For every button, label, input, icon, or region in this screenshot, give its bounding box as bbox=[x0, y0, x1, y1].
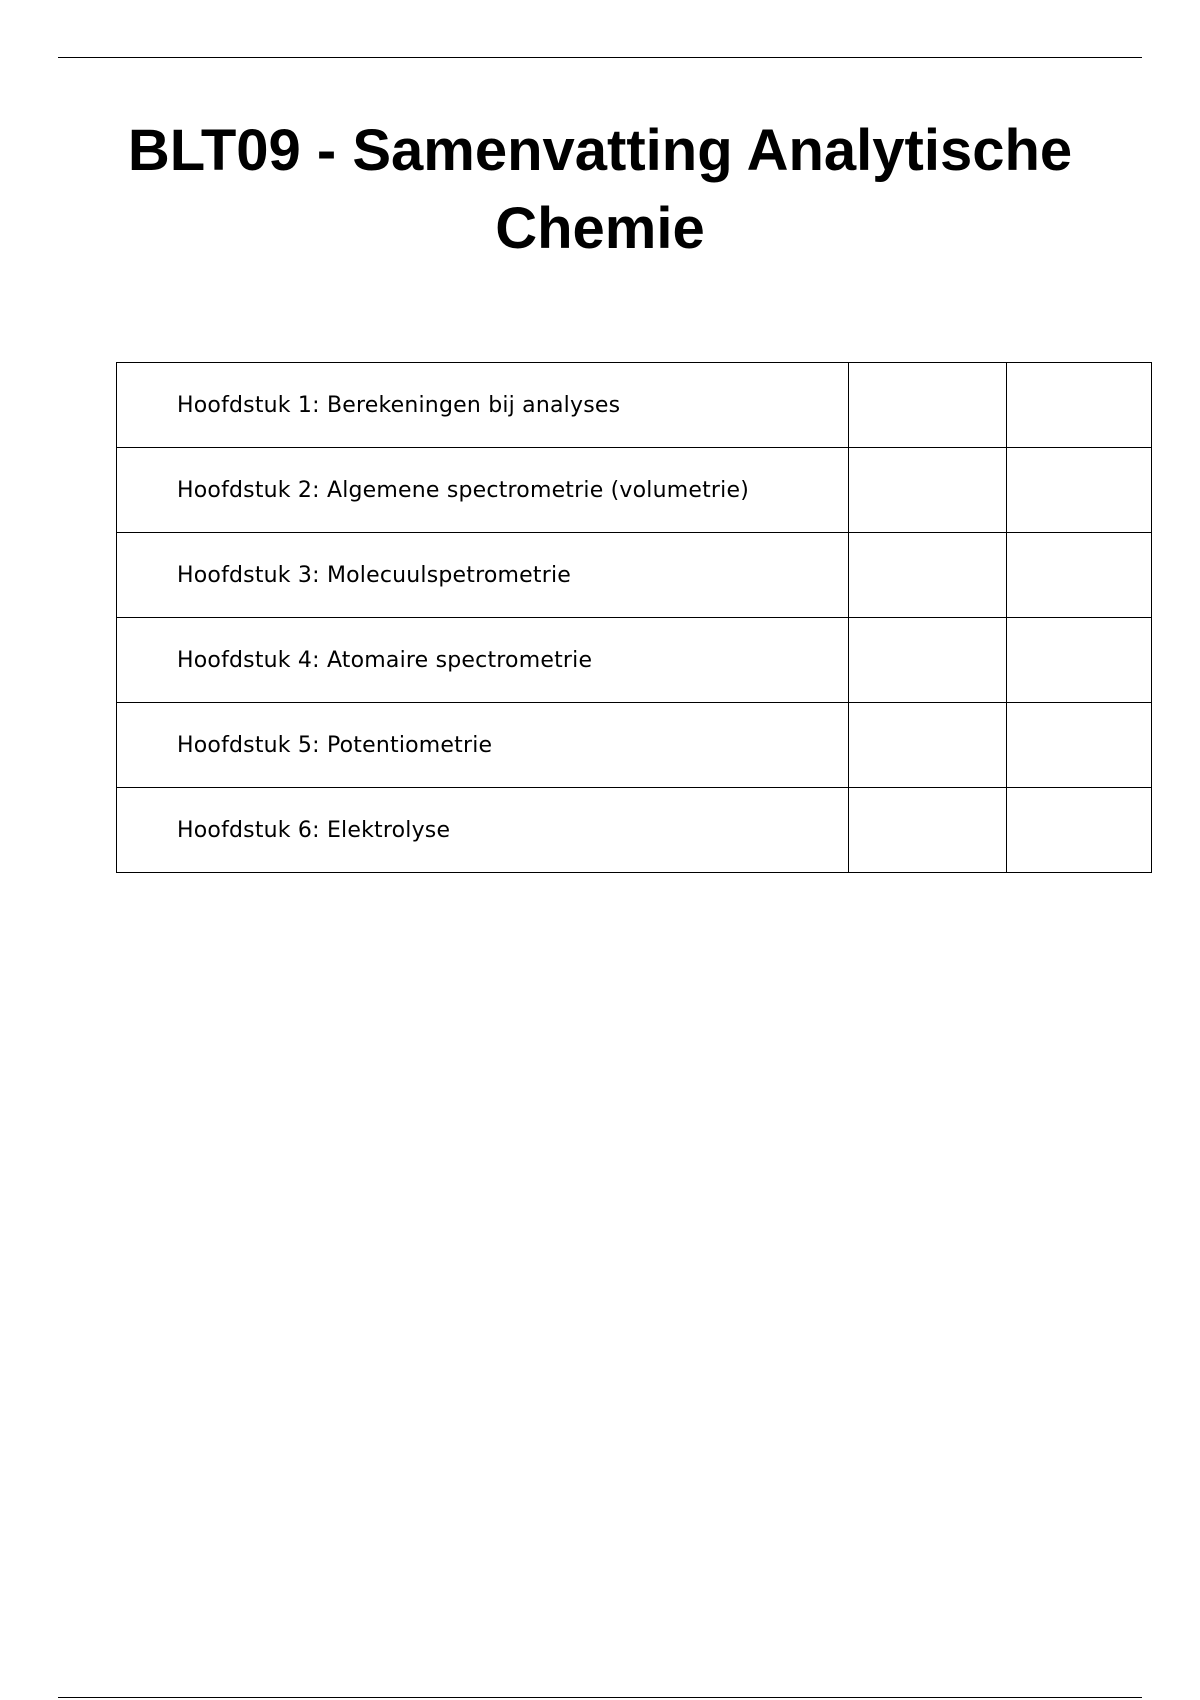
chapter-label: Hoofdstuk 1: Berekeningen bij analyses bbox=[117, 363, 849, 448]
empty-cell bbox=[849, 703, 1007, 788]
table-row bbox=[117, 618, 1152, 703]
empty-cell bbox=[1007, 448, 1152, 533]
table-row bbox=[117, 363, 1152, 448]
empty-cell bbox=[849, 533, 1007, 618]
table-row bbox=[117, 788, 1152, 873]
empty-cell bbox=[1007, 533, 1152, 618]
bottom-rule bbox=[58, 1697, 1142, 1698]
chapter-label: Hoofdstuk 4: Atomaire spectrometrie bbox=[117, 618, 849, 703]
top-rule bbox=[58, 57, 1142, 58]
empty-cell bbox=[1007, 788, 1152, 873]
empty-cell bbox=[849, 363, 1007, 448]
table-row bbox=[117, 448, 1152, 533]
chapter-label: Hoofdstuk 2: Algemene spectrometrie (volumetrie) bbox=[117, 448, 849, 533]
empty-cell bbox=[1007, 703, 1152, 788]
empty-cell bbox=[1007, 363, 1152, 448]
empty-cell bbox=[849, 788, 1007, 873]
table-row bbox=[117, 533, 1152, 618]
chapter-label: Hoofdstuk 6: Elektrolyse bbox=[117, 788, 849, 873]
chapter-table bbox=[116, 362, 1152, 873]
empty-cell bbox=[1007, 618, 1152, 703]
chapter-label: Hoofdstuk 3: Molecuulspetrometrie bbox=[117, 533, 849, 618]
chapter-label: Hoofdstuk 5: Potentiometrie bbox=[117, 703, 849, 788]
empty-cell bbox=[849, 618, 1007, 703]
empty-cell bbox=[849, 448, 1007, 533]
page-title: BLT09 - Samenvatting Analytische Chemie bbox=[127, 118, 1073, 261]
table-row bbox=[117, 703, 1152, 788]
